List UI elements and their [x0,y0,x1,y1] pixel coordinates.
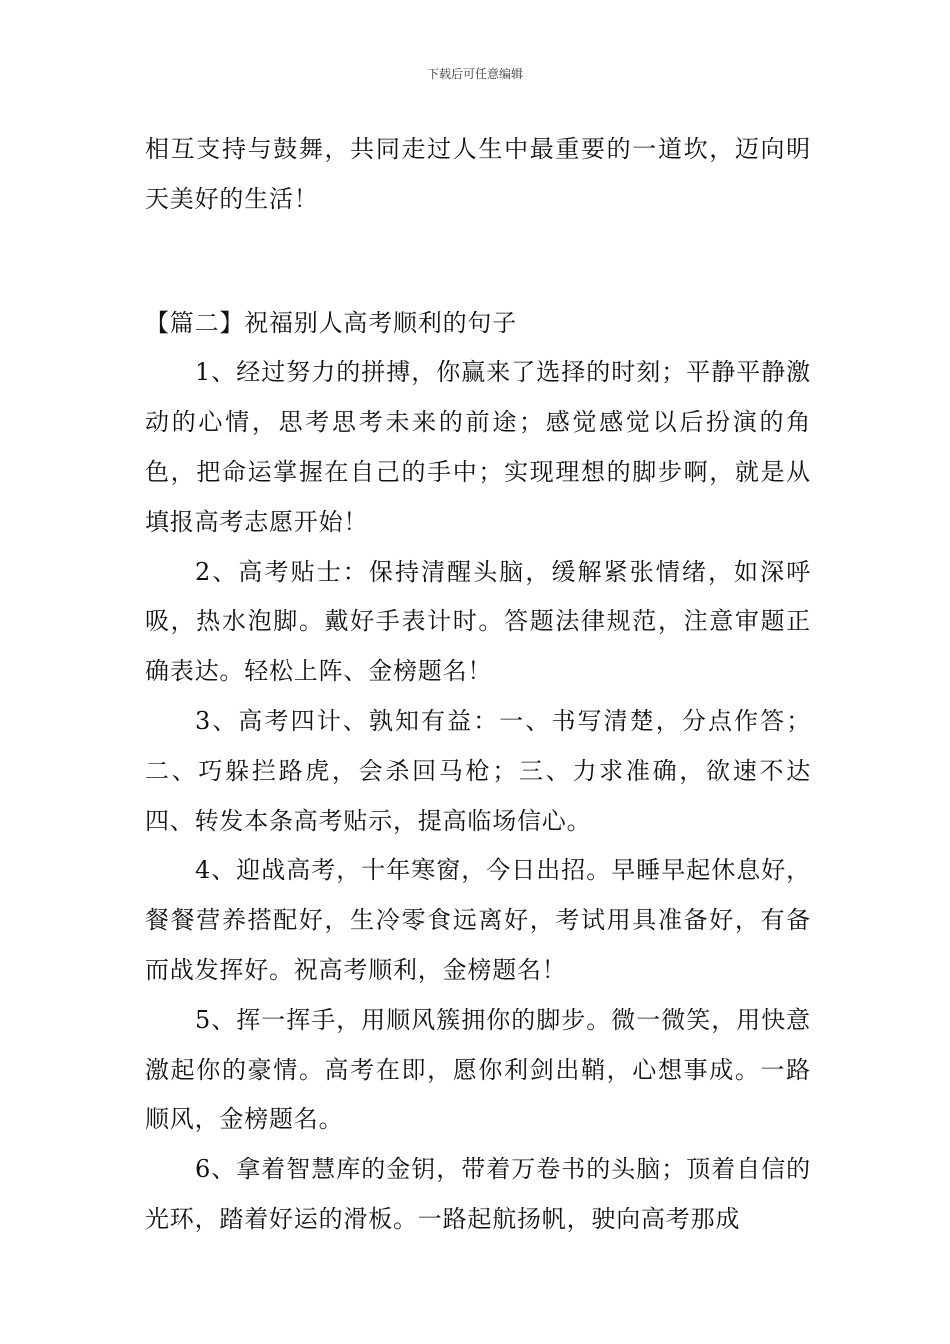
blessing-paragraph-2: 2、高考贴士：保持清醒头脑，缓解紧张情绪，如深呼吸，热水泡脚。戴好手表计时。答题法律规范，注意审题正确表达。轻松上阵、金榜题名！ [145,557,811,686]
section-title: 【篇二】祝福别人高考顺利的句子 [145,308,517,337]
page-header: 下载后可任意编辑 [426,67,523,81]
blessing-paragraph-4: 4、迎战高考，十年寒窗，今日出招。早睡早起休息好，餐餐营养搭配好，生冷零食远离好，考试用具准备好，有备而战发挥好。祝高考顺利，金榜题名！ [145,856,811,984]
blessing-paragraph-6: 6、拿着智慧库的金钥，带着万卷书的头脑；顶着自信的光环，踏着好运的滑板。一路起航扬帆，驶向高考那成 [145,1155,811,1233]
blessing-paragraph-3: 3、高考四计、孰知有益：一、书写清楚，分点作答；二、巧躲拦路虎，会杀回马枪；三、力求准确，欲速不达四、转发本条高考贴示，提高临场信心。 [145,706,811,835]
continuation-paragraph: 相互支持与鼓舞，共同走过人生中最重要的一道坎，迈向明天美好的生活！ [145,135,811,213]
blessing-paragraph-5: 5、挥一挥手，用顺风簇拥你的脚步。微一微笑，用快意激起你的豪情。高考在即，愿你利剑出鞘，心想事成。一路顺风，金榜题名。 [145,1005,811,1134]
blessing-paragraph-1: 1、经过努力的拼搏，你赢来了选择的时刻；平静平静激动的心情，思考思考未来的前途；感觉感觉以后扮演的角色，把命运掌握在自己的手中；实现理想的脚步啊，就是从填报高考志愿开始！ [145,358,811,536]
document-body [145,125,811,1245]
